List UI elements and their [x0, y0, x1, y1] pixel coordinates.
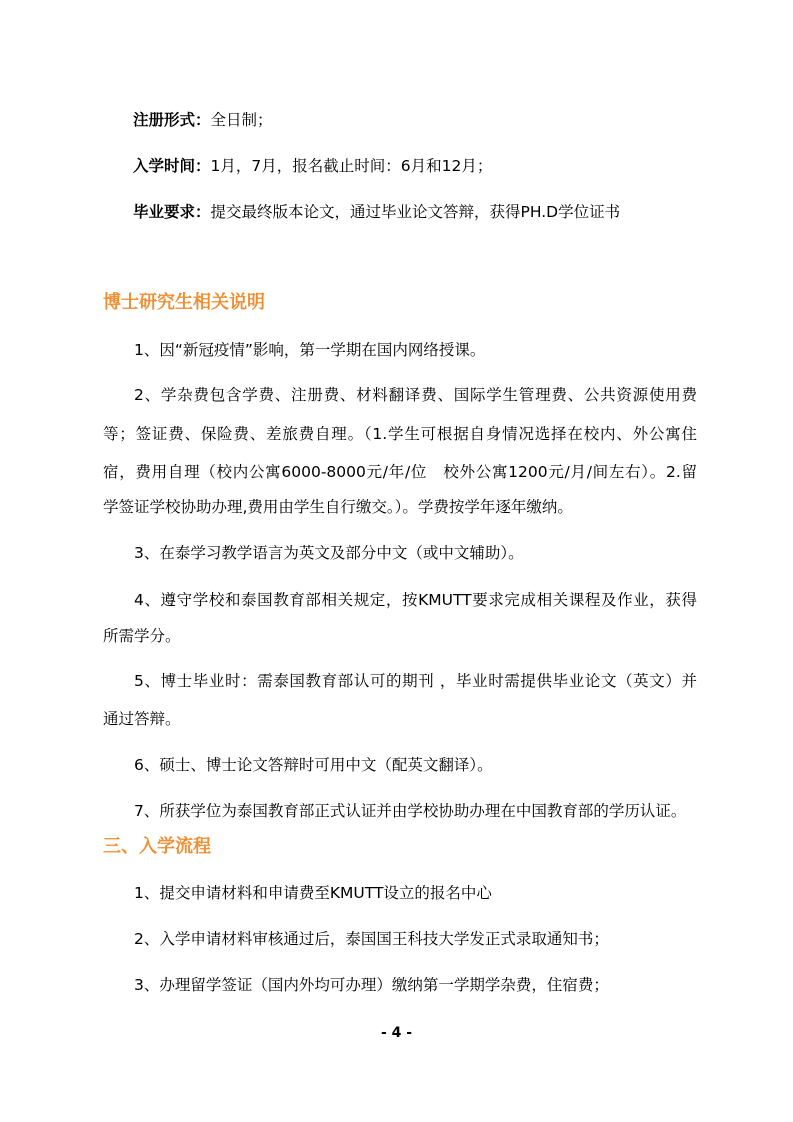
- phd-item-5-line-1: 5、博士毕业时：需泰国教育部认可的期刊 ，毕业时需提供毕业论文（英文）并: [134, 672, 697, 690]
- field-value: 全日制；: [210, 111, 273, 129]
- registration-form-row: [133, 110, 273, 130]
- enrollment-time-row: [133, 156, 492, 176]
- field-label: 入学时间：: [133, 157, 211, 175]
- phd-item-6: 6、硕士、博士论文答辩时可用中文（配英文翻译）。: [134, 756, 493, 774]
- admission-step-1: 1、提交申请材料和申请费至KMUTT设立的报名中心: [134, 884, 492, 902]
- phd-item-2-line-2: 等；签证费、保险费、差旅费自理。（1.学生可根据自身情况选择在校内、外公寓住: [103, 425, 697, 443]
- admission-section-title: 三、入学流程: [103, 836, 211, 857]
- admission-step-3: 3、办理留学签证（国内外均可办理）缴纳第一学期学杂费，住宿费；: [134, 976, 609, 994]
- phd-item-2-line-1: 2、学杂费包含学费、注册费、材料翻译费、国际学生管理费、公共资源使用费: [134, 386, 697, 404]
- field-value: 提交最终版本论文，通过毕业论文答辩，获得PH.D学位证书: [210, 203, 621, 221]
- phd-item-4-line-1: 4、遵守学校和泰国教育部相关规定，按KMUTT要求完成相关课程及作业，获得: [134, 591, 697, 609]
- phd-item-5-line-2: 通过答辩。: [103, 710, 181, 728]
- phd-item-1: 1、因“新冠疫情”影响，第一学期在国内网络授课。: [134, 341, 486, 359]
- field-value: 1月，7月，报名截止时间：6月和12月；: [210, 157, 493, 175]
- phd-section-title: 博士研究生相关说明: [103, 292, 265, 313]
- phd-item-2-line-3: 宿，费用自理（校内公寓6000-8000元/年/位 校外公寓1200元/月/间左右）。2.留: [103, 463, 697, 481]
- phd-item-4-line-2: 所需学分。: [103, 627, 181, 645]
- field-label: 注册形式：: [133, 111, 211, 129]
- graduation-requirement-row: [133, 202, 620, 222]
- admission-step-2: 2、入学申请材料审核通过后，泰国国王科技大学发正式录取通知书；: [134, 930, 609, 948]
- phd-item-2-line-4: 学签证学校协助办理,费用由学生自行缴交。）。学费按学年逐年缴纳。: [103, 498, 573, 516]
- field-label: 毕业要求：: [133, 203, 211, 221]
- phd-item-7: 7、所获学位为泰国教育部正式认证并由学校协助办理在中国教育部的学历认证。: [134, 802, 687, 820]
- phd-item-3: 3、在泰学习教学语言为英文及部分中文（或中文辅助）。: [134, 544, 524, 562]
- page-number: - 4 -: [380, 1025, 413, 1041]
